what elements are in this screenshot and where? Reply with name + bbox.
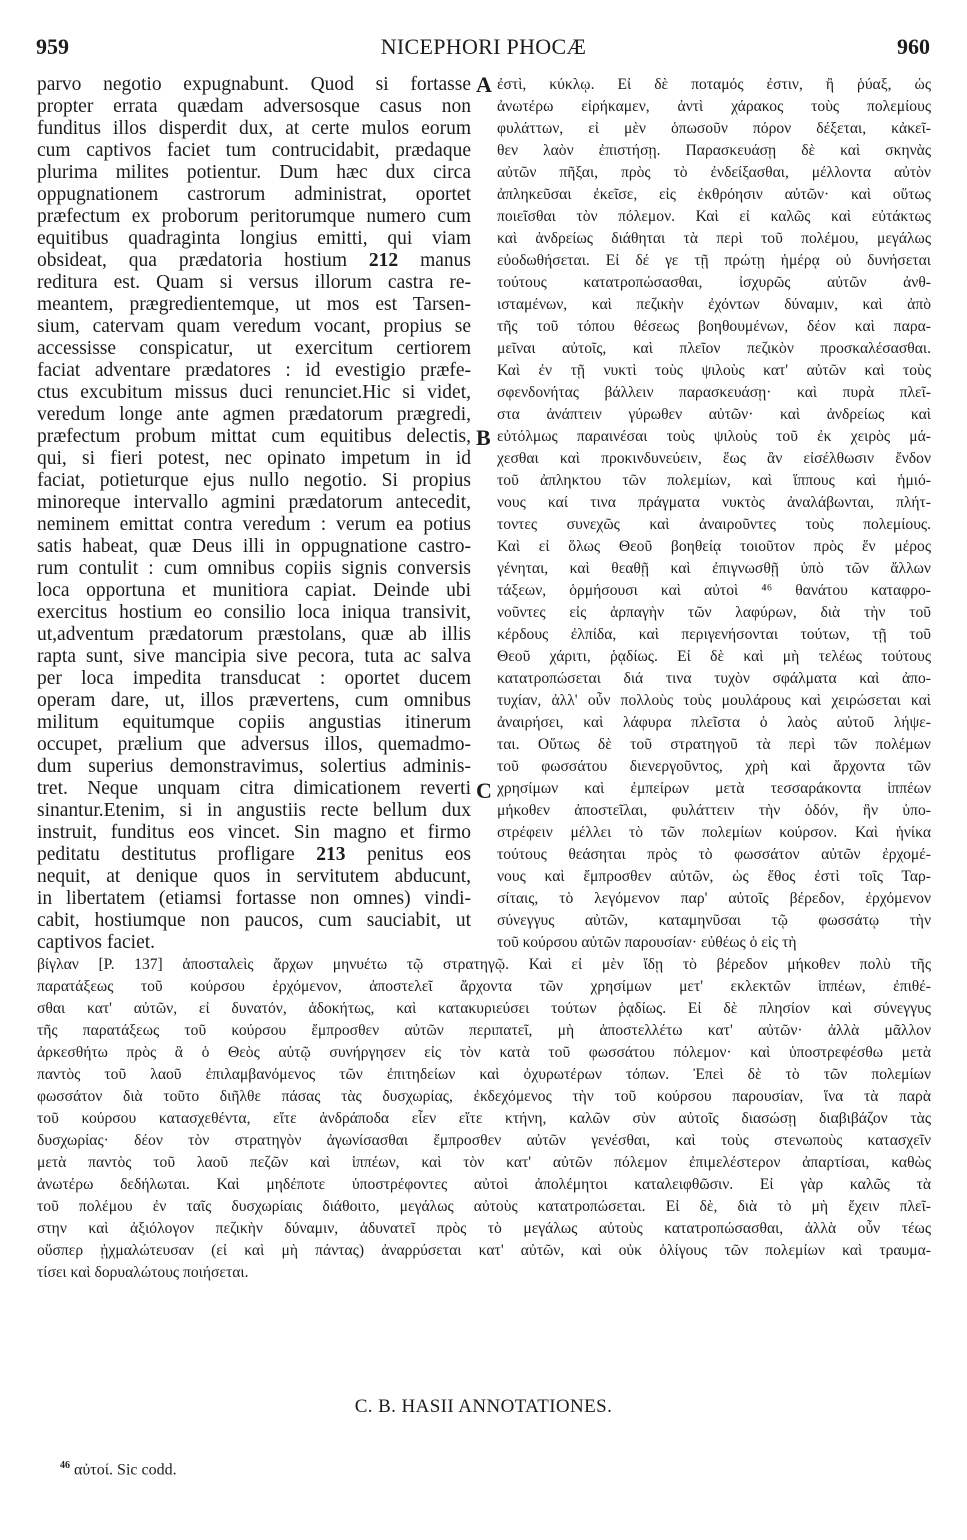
latin-text-line: propter errata quædam adversosque casus non	[37, 96, 471, 117]
latin-text-line: operam dare, ut, illos prævertens, cum omnibus	[37, 690, 471, 711]
footnote-text: αὐτοί. Sic codd.	[74, 1461, 177, 1479]
latin-text-line: oppugnationem castrorum administrat, oportet	[37, 184, 471, 205]
latin-text-line: satis habeat, quæ Deus illi in oppugnatione castro-	[37, 536, 471, 557]
full-width-text-line: τοῦ κούρσου κατασχεθέντα, εἴτε ἀνδράποδα εἶεν εἴτε κτήνη, καλῶν σὺν αὐτοῖς διασώσῃ διαβιβάζον τὰς	[37, 1110, 931, 1127]
greek-text-line: γένηται, καὶ θεαθῇ καὶ ἐπιγνωσθῇ ὑπὸ τῶν ἄλλων	[497, 560, 931, 577]
greek-text-line: νοῦντες εἰς ἁρπαγὴν τῶν λαφύρων, διὰ τὴν τοῦ	[497, 604, 931, 621]
latin-text-line: minoreque intervallo agmini prædatorum antecedit,	[37, 492, 471, 513]
latin-text-line: cum captivos faciet tum contrucidabit, prædaque	[37, 140, 471, 161]
full-width-text-line: σθαι κατ' αὐτῶν, εἰ δυνατόν, ἀδοκήτως, καὶ κατακυριεύσει τούτων ῥᾳδίως. Εἰ δὲ πλησίον καὶ σύνεγγυς	[37, 1000, 931, 1017]
greek-text-line: μεῖναι αὐτοῖς, καὶ πλεῖον πεζικὸν προσκαλέσασθαι.	[497, 340, 931, 357]
latin-text-line: faciat, potieturque ejus nullo negotio. Si propius	[37, 470, 471, 491]
greek-text-line: τοῦ κούρσου αὐτῶν παρουσίαν· εὐθέως ὁ εἰς τὴ	[497, 934, 797, 951]
greek-text-line: αὐτῶν πῆξαι, πρὸς τὸ ἐνδείξασθαι, μέλλοντα αὐτὸν	[497, 164, 931, 181]
running-header	[0, 34, 967, 64]
greek-text-line: σφενδονήτας βάλλειν παρασκευάσῃ· καὶ πυρὰ πλεῖ-	[497, 384, 931, 401]
full-width-text-line: τοῦ πολέμου ἐν ταῖς δυσχωρίαις διάθοιτο, μεγάλως αὐτοὺς κατατροπώσεται. Εἰ δὲ, διὰ τὸ μὴ ἔχειν πλεῖ-	[37, 1198, 931, 1215]
latin-text-line: loca opportuna et munitiora capiat. Deinde ubi	[37, 580, 471, 601]
latin-text-line: rapta sunt, sive mancipia sive pecora, tuta ac salva	[37, 646, 471, 667]
full-width-text-line: βίγλαν [P. 137] ἀποσταλεὶς ἄρχων μηνυέτω τῷ στρατηγῷ. Καὶ εἰ μὲν ἴδῃ τὸ βέρεδον μήκοθεν πολὺ τῆς	[37, 956, 931, 973]
greek-text-line: ἀπληκεῦσαι ἐκεῖσε, εἰς ἐκθρόησιν αὐτῶν· καὶ οὕτως	[497, 186, 931, 203]
full-width-text-line: μετὰ παντὸς τοῦ λαοῦ πεζῶν καὶ ἱππέων, καὶ τὸν κατ' αὐτῶν πόλεμον ἐπιμελέστερον ἀπαρτίσαι, καθὼς	[37, 1154, 931, 1171]
latin-text-line: reditura est. Quam si versus illorum castra re-	[37, 272, 471, 293]
latin-text-line: parvo negotio expugnabunt. Quod si fortasse	[37, 74, 471, 95]
greek-text-line: τυχίαν, ἀλλ' οὖν πολλοὺς τοὺς μουλάρους καὶ χειρώσεται καὶ	[497, 692, 931, 709]
greek-text-line: στα ἀνάπτειν γύρωθεν αὐτῶν· καὶ ἀνδρείως καὶ	[497, 406, 931, 423]
full-width-text-line: ἀνωτέρω δεδήλωται. Καὶ μηδέποτε ὑποστρέφοντες αὐτοὶ ἀπολέμητοι καταλειφθῶσιν. Εἰ γὰρ καλῶς τὰ	[37, 1176, 931, 1193]
latin-text-line: instruit, funditus eos vincet. Sin magno et firmo	[37, 822, 471, 843]
greek-text-line: μήκοθεν ἀποστεῖλαι, φυλάττειν τὴν ὁδόν, ἣν ὑπο-	[497, 802, 931, 819]
greek-text-line: Καὶ εἰ ὅλως Θεοῦ βοηθείᾳ τοιοῦτον πρὸς ἕν μέρος	[497, 538, 931, 555]
latin-text-line: meantem, prægredientemque, ut mos est Tarsen-	[37, 294, 471, 315]
latin-text-line: ctus excubitum missus duci renunciet.Hic si videt,	[37, 382, 471, 403]
latin-text-line: sium, catervam quam veredum vocant, propius se	[37, 316, 471, 337]
latin-text-line: qui, si fieri potest, nec opinato impetum in id	[37, 448, 471, 469]
greek-text-line: σύνεγγυς αὐτῶν, καταμηνῦσαι τῷ φωσσάτῳ τὴν	[497, 912, 931, 929]
latin-text-line: veredum longe ante agmen prædatorum prægredi,	[37, 404, 471, 425]
greek-column	[497, 74, 931, 954]
latin-text-line: faciat adventare prædatores : id evestigio præfe-	[37, 360, 471, 381]
greek-text-line: κέρδους ἐλπίδα, καὶ περιγενήσονται τούτων, τῇ τοῦ	[497, 626, 931, 643]
greek-text-line: ποιεῖσθαι τὸν πόλεμον. Καὶ εἰ καλῶς καὶ εὐτάκτως	[497, 208, 931, 225]
greek-text-line: στρέφειν μέλλει τὸ τῶν πολεμίων κούρσον. Καὶ ἡνίκα	[497, 824, 931, 841]
latin-text-line: præfectum ex proborum peritorumque numero cum	[37, 206, 471, 227]
greek-text-line: Καὶ ἐν τῇ νυκτὶ τοὺς ψιλοὺς κατ' αὐτῶν καὶ τοὺς	[497, 362, 931, 379]
greek-text-line: τοντες συνεχῶς καὶ ἀναιροῦντες τοὺς πολεμίους.	[497, 516, 931, 533]
greek-text-line: χεσθαι καὶ προκινδυνεύειν, ἕως ἂν εἰσέλθωσιν ἔνδον	[497, 450, 931, 467]
latin-text-line: exercitus hostium eo consilio loca iniqua transivit,	[37, 602, 471, 623]
greek-text-line: ισταμένων, καὶ πεζικὴν ἐχόντων δύναμιν, καὶ ἀπὸ	[497, 296, 931, 313]
latin-text-line: cabit, hostiumque non paucos, cum sauciabit, ut	[37, 910, 471, 931]
margin-marker-c: C	[476, 778, 492, 803]
latin-text-line: plurima milites potientur. Dum hæc dux circa	[37, 162, 471, 183]
latin-text-line: equitibus quadraginta longius emitti, qui viam	[37, 228, 471, 249]
latin-text-line: funditus illos disperdit dux, at certe mulos eorum	[37, 118, 471, 139]
latin-text-line: dum superius demonstravimus, solertius adminis-	[37, 756, 471, 777]
latin-text-line: ut,adventum prædatorum præstolans, quæ ab illis	[37, 624, 471, 645]
latin-text-line: in libertatem (etiamsi fortasse non omnes) vindi-	[37, 888, 471, 909]
running-title: NICEPHORI PHOCÆ	[380, 34, 587, 59]
greek-text-line: φυλάττων, εἰ μὲν ὁπωσοῦν πόρον δέξεται, κἀκεῖ-	[497, 120, 931, 137]
full-width-text-line: οὕσπερ ᾐχμαλώτευσαν (εἰ καὶ μὴ πάντας) ἀναρρύσεται κατ' αὐτῶν, καὶ οὐκ ὀλίγους τῶν πολεμίων καὶ τραυμα-	[37, 1242, 931, 1259]
latin-text-line: occupet, prælium que adversus illos, quemadmo-	[37, 734, 471, 755]
greek-text-line: νους καὶ ἔμπροσθεν αὐτῶν, ὡς ἔθος ἐστὶ τοῖς Ταρ-	[497, 868, 931, 885]
greek-text-line: τῆς τοῦ τόπου θέσεως βοηθουμένων, δέον καὶ παρα-	[497, 318, 931, 335]
greek-text-line: τάξεων, ὁρμήσουσι καὶ αὐτοὶ ⁴⁶ θανάτου καταφρο-	[497, 582, 931, 599]
greek-text-line: Θεοῦ χάριτι, ῥᾳδίως. Εἰ δὲ καὶ μὴ τελέως τούτους	[497, 648, 931, 665]
greek-text-line: ται. Οὕτως δὲ τοῦ στρατηγοῦ τὰ περὶ τῶν πολέμων	[497, 736, 931, 753]
greek-text-line: κατατροπώσεται διά τινα τυχὸν σφάλματα καὶ ἀπο-	[497, 670, 931, 687]
greek-text-line: τοῦ φωσσάτου διενεργοῦντος, χρὴ καὶ ἄρχοντα τῶν	[497, 758, 931, 775]
greek-text-line: τούτους θεάσηται πρὸς τὸ φωσσάτον αὐτῶν ἐρχομέ-	[497, 846, 931, 863]
latin-text-line: militum equitumque copiis angustias itinerum	[37, 712, 471, 733]
full-width-text-line: παντὸς τοῦ λαοῦ ἐπιλαμβανόμενος τῶν ἐπιτηδείων καὶ ὀχυρωτέρων τόπων. Ἐπεὶ δὲ τὸ τῶν πολεμίων	[37, 1066, 931, 1083]
full-width-text-line: παρατάξεως τοῦ κούρσου ἐρχόμενον, ἀποστελεῖ ἄρχοντα τῶν χρησίμων μετ' εκλεκτῶν ἱππέων, ἐπιθέ-	[37, 978, 931, 995]
latin-text-line: rum contulit : cum omnibus copiis signis conversis	[37, 558, 471, 579]
greek-text-line: καὶ ἀνδρείως διάθηται τὰ περὶ τοῦ πολέμου, μεγάλως	[497, 230, 931, 247]
greek-text-line: χρησίμων καὶ ἐμπείρων μετὰ τεσσαράκοντα ἱππέων	[497, 780, 931, 797]
latin-text-line: per loca impedita transducat : oportet ducem	[37, 668, 471, 689]
margin-marker-b: B	[476, 425, 491, 450]
greek-text-line: θεν λαὸν ἐπιστήσῃ. Παρασκευάσῃ δὲ καὶ σκηνὰς	[497, 142, 931, 159]
footnote-number: 46	[60, 1460, 70, 1471]
latin-text-line: accessisse conspicatur, ut exercitum certiorem	[37, 338, 471, 359]
latin-text-line: neminem emittat contra veredum : verum ea potius	[37, 514, 471, 535]
greek-text-line: εὐοδωθήσεται. Εἰ δέ γε τῇ πρώτῃ ἡμέρᾳ οὐ δυνήσεται	[497, 252, 931, 269]
greek-text-line: ἀνωτέρω εἰρήκαμεν, ἀντὶ χάρακος τοὺς πολεμίους	[497, 98, 931, 115]
latin-column	[37, 74, 471, 954]
full-width-text-line: στην καὶ ἀξιόλογον πεζικὴν δύναμιν, ἀδυνατεῖ πρὸς τὸ μεγάλως αὐτοὺς κατατροπώσασθαι, ἀλλὰ οὖν τέως	[37, 1220, 931, 1237]
page-number-left: 959	[36, 34, 69, 59]
latin-text-line: nequit, at denique quos in servitutem abducunt,	[37, 866, 471, 887]
latin-text-line: præfectum probum mittat cum equitibus delectis,	[37, 426, 471, 447]
full-width-text-line: τῆς παρατάξεως τοῦ κούρσου ἔμπροσθεν αὐτῶν περιπατεῖ, μὴ ἀποστελλέτω κατ' αὐτῶν· ἀλλὰ μᾶλλον	[37, 1022, 931, 1039]
latin-text-line: captivos faciet.	[37, 932, 156, 953]
greek-text-line: εὐτόλμως παραινέσαι τοὺς ψιλοὺς τοῦ ἐκ χειρὸς μά-	[497, 428, 931, 445]
greek-text-line: ἀναιρήσει, καὶ λάφυρα πλεῖστα ὁ λαὸς αὐτοῦ λήψε-	[497, 714, 931, 731]
greek-text-line: νους καί τινα πράγματα νυκτὸς ἀναλάβωνται, πλήτ-	[497, 494, 931, 511]
footnote	[60, 1460, 177, 1479]
full-width-text-line: τίσει καὶ δορυαλώτους ποιήσεται.	[37, 1264, 249, 1281]
full-width-text-line: φωσσάτον διὰ τοῦτο διῆλθε πάσας τὰς δυσχωρίας, ἐκδεχόμενος τὴν τοῦ κούρσου παρουσίαν, ἵνα τὰ παρὰ	[37, 1088, 931, 1105]
full-width-text-line: δυσχωρίας· δέον τὸν στρατηγὸν ἀγωνίσασθαι ἔμπροσθεν αὐτῶν γενέσθαι, καὶ τοὺς στενωποὺς κατασχεῖν	[37, 1132, 931, 1149]
latin-text-line: sinantur.Etenim, si in angustiis recte bellum dux	[37, 800, 471, 821]
greek-text-line: τούτους κατατροπώσασθαι, ἰσχυρῶς αὐτῶν ἀνθ-	[497, 274, 931, 291]
annotations-heading: C. B. HASII ANNOTATIONES.	[354, 1396, 613, 1417]
margin-marker-a: A	[476, 72, 492, 97]
latin-text-line: peditatu destitutus profligare 213 penitus eos	[37, 844, 471, 865]
page-number-right: 960	[897, 34, 930, 59]
latin-text-line: obsideat, qua prædatoria hostium 212 manus	[37, 250, 471, 271]
full-width-text-line: ἀρκεσθήτω πρὸς ἃ ὁ Θεὸς αὐτῷ συνήργησεν εἰς τὸν κατὰ τοῦ φωσσάτου πόλεμον· καὶ ὑποστρεφέσθω μετὰ	[37, 1044, 931, 1061]
greek-text-line: σίταις, τὸ λεγόμενον παρ' αὐτοῖς βέρεδον, ἐρχόμενον	[497, 890, 931, 907]
full-width-greek-text	[37, 954, 931, 1284]
greek-text-line: τοῦ ἀπληκτου τῶν πολεμίων, καὶ ἵππους καὶ ἡμιό-	[497, 472, 931, 489]
greek-text-line: ἐστὶ, κύκλῳ. Εἰ δὲ ποταμός ἐστιν, ἢ ῥύαξ, ὡς	[497, 76, 931, 93]
latin-text-line: tret. Neque unquam citra dimicationem reverti	[37, 778, 471, 799]
